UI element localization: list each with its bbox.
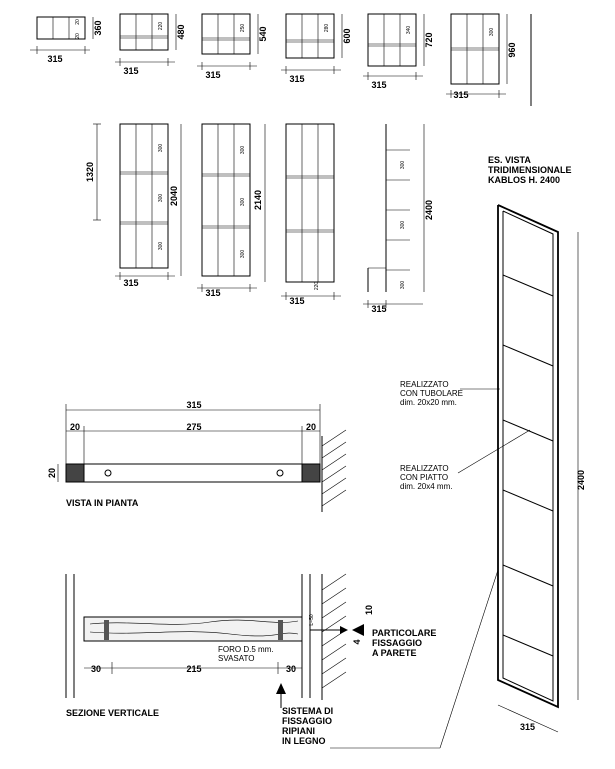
frame-1320 bbox=[85, 124, 175, 288]
note-flat-line-3: dim. 20x4 mm. bbox=[400, 482, 453, 491]
note-tube-line-1: REALIZZATO bbox=[400, 380, 449, 389]
iso-title-line-3: KABLOS H. 2400 bbox=[488, 175, 561, 185]
section-title: SEZIONE VERTICALE bbox=[66, 708, 160, 718]
frame-2040-width: 315 bbox=[205, 288, 221, 298]
detail-note-line-3: A PARETE bbox=[372, 648, 417, 658]
shelf-note-line-2: FISSAGGIO bbox=[282, 716, 333, 726]
plan-wall-hatch bbox=[322, 430, 346, 506]
frame-600-inner-space: 280 bbox=[324, 23, 330, 33]
frame-540-width: 315 bbox=[205, 70, 221, 80]
frame-1320-space-c: 300 bbox=[158, 241, 164, 251]
iso-height-dim: 2400 bbox=[576, 469, 586, 491]
note-flat-line-1: REALIZZATO bbox=[400, 464, 449, 473]
iso-width-dim: 315 bbox=[520, 722, 536, 732]
plan-title: VISTA IN PIANTA bbox=[66, 498, 139, 508]
frame-2040-space-c: 300 bbox=[240, 249, 246, 259]
frame-2400-space-a: 300 bbox=[400, 160, 406, 170]
frame-540 bbox=[197, 14, 268, 80]
frame-360-height: 360 bbox=[93, 20, 103, 36]
frame-2040-space-a: 300 bbox=[240, 145, 246, 155]
hole-note-line-1: FORO D.5 mm. bbox=[218, 645, 274, 654]
frame-480-height: 480 bbox=[176, 24, 186, 40]
plan-right: 20 bbox=[305, 422, 317, 432]
shelf-note-line-1: SISTEMA DI bbox=[282, 706, 334, 716]
shelf-note-line-4: IN LEGNO bbox=[282, 736, 326, 746]
plan-inner: 275 bbox=[186, 422, 202, 432]
hole-note-line-2: SVASATO bbox=[218, 654, 255, 663]
section-middle: 215 bbox=[186, 664, 202, 674]
frame-960-height: 960 bbox=[507, 42, 517, 58]
frame-960-inner-space: 300 bbox=[489, 27, 495, 37]
plan-overall: 315 bbox=[186, 400, 202, 410]
frame-1320-space-b: 300 bbox=[158, 193, 164, 203]
tall-frames-row bbox=[85, 124, 434, 314]
note-tube-line-2: CON TUBOLARE bbox=[400, 389, 463, 398]
frame-2400-height: 2400 bbox=[424, 199, 434, 221]
frame-600 bbox=[281, 14, 352, 84]
iso-title-line-2: TRIDIMENSIONALE bbox=[488, 165, 572, 175]
frame-2040-space-b: 300 bbox=[240, 197, 246, 207]
isometric-view bbox=[400, 155, 586, 732]
frame-960 bbox=[446, 14, 531, 106]
frame-2140-width: 315 bbox=[289, 296, 305, 306]
frame-600-height: 600 bbox=[342, 28, 352, 44]
frame-540-height: 540 bbox=[258, 26, 268, 42]
frame-2140-extra: 220 bbox=[314, 281, 320, 291]
detail-dim-4: 4 bbox=[352, 639, 362, 645]
frame-720-width: 315 bbox=[371, 80, 387, 90]
detail-note-line-2: FISSAGGIO bbox=[372, 638, 423, 648]
frame-540-inner-space: 250 bbox=[240, 23, 246, 33]
frame-360-inner-b: 20 bbox=[75, 33, 81, 39]
section-view bbox=[66, 570, 498, 748]
frame-720-inner-space: 340 bbox=[406, 25, 412, 35]
frame-360-width: 315 bbox=[47, 54, 63, 64]
frame-480-width: 315 bbox=[123, 66, 139, 76]
small-frames-row bbox=[30, 14, 531, 106]
frame-2400-space-c: 300 bbox=[400, 280, 406, 290]
frame-2040 bbox=[169, 124, 257, 298]
frame-720-height: 720 bbox=[424, 32, 434, 48]
frame-480-inner-space: 220 bbox=[158, 21, 164, 31]
frame-360-inner-a: 20 bbox=[75, 19, 81, 25]
shelf-note-line-3: RIPIANI bbox=[282, 726, 316, 736]
detail-dim-10: 10 bbox=[364, 604, 374, 616]
frame-480 bbox=[115, 14, 186, 76]
frame-2040-height: 2040 bbox=[169, 185, 179, 207]
section-left: 30 bbox=[90, 664, 102, 674]
note-tube-line-3: dim. 20x20 mm. bbox=[400, 398, 457, 407]
frame-2140 bbox=[253, 124, 341, 306]
frame-360 bbox=[30, 17, 103, 64]
detail-small-dim: L=50 bbox=[309, 614, 315, 626]
detail-note-line-1: PARTICOLARE bbox=[372, 628, 437, 638]
frame-1320-width: 315 bbox=[123, 278, 139, 288]
plan-thickness: 20 bbox=[47, 467, 57, 479]
note-flat-line-2: CON PIATTO bbox=[400, 473, 449, 482]
frame-2400 bbox=[363, 124, 434, 314]
frame-2400-width: 315 bbox=[371, 304, 387, 314]
frame-1320-space-a: 300 bbox=[158, 143, 164, 153]
frame-960-width: 315 bbox=[453, 90, 469, 100]
plan-view bbox=[47, 400, 346, 512]
frame-2140-height: 2140 bbox=[253, 189, 263, 211]
plan-left: 20 bbox=[69, 422, 81, 432]
frame-600-width: 315 bbox=[289, 74, 305, 84]
frame-2400-space-b: 300 bbox=[400, 220, 406, 230]
section-right: 30 bbox=[285, 664, 297, 674]
frame-1320-height: 1320 bbox=[85, 161, 95, 183]
frame-720 bbox=[363, 14, 434, 90]
iso-title-line-1: ES. VISTA bbox=[488, 155, 531, 165]
